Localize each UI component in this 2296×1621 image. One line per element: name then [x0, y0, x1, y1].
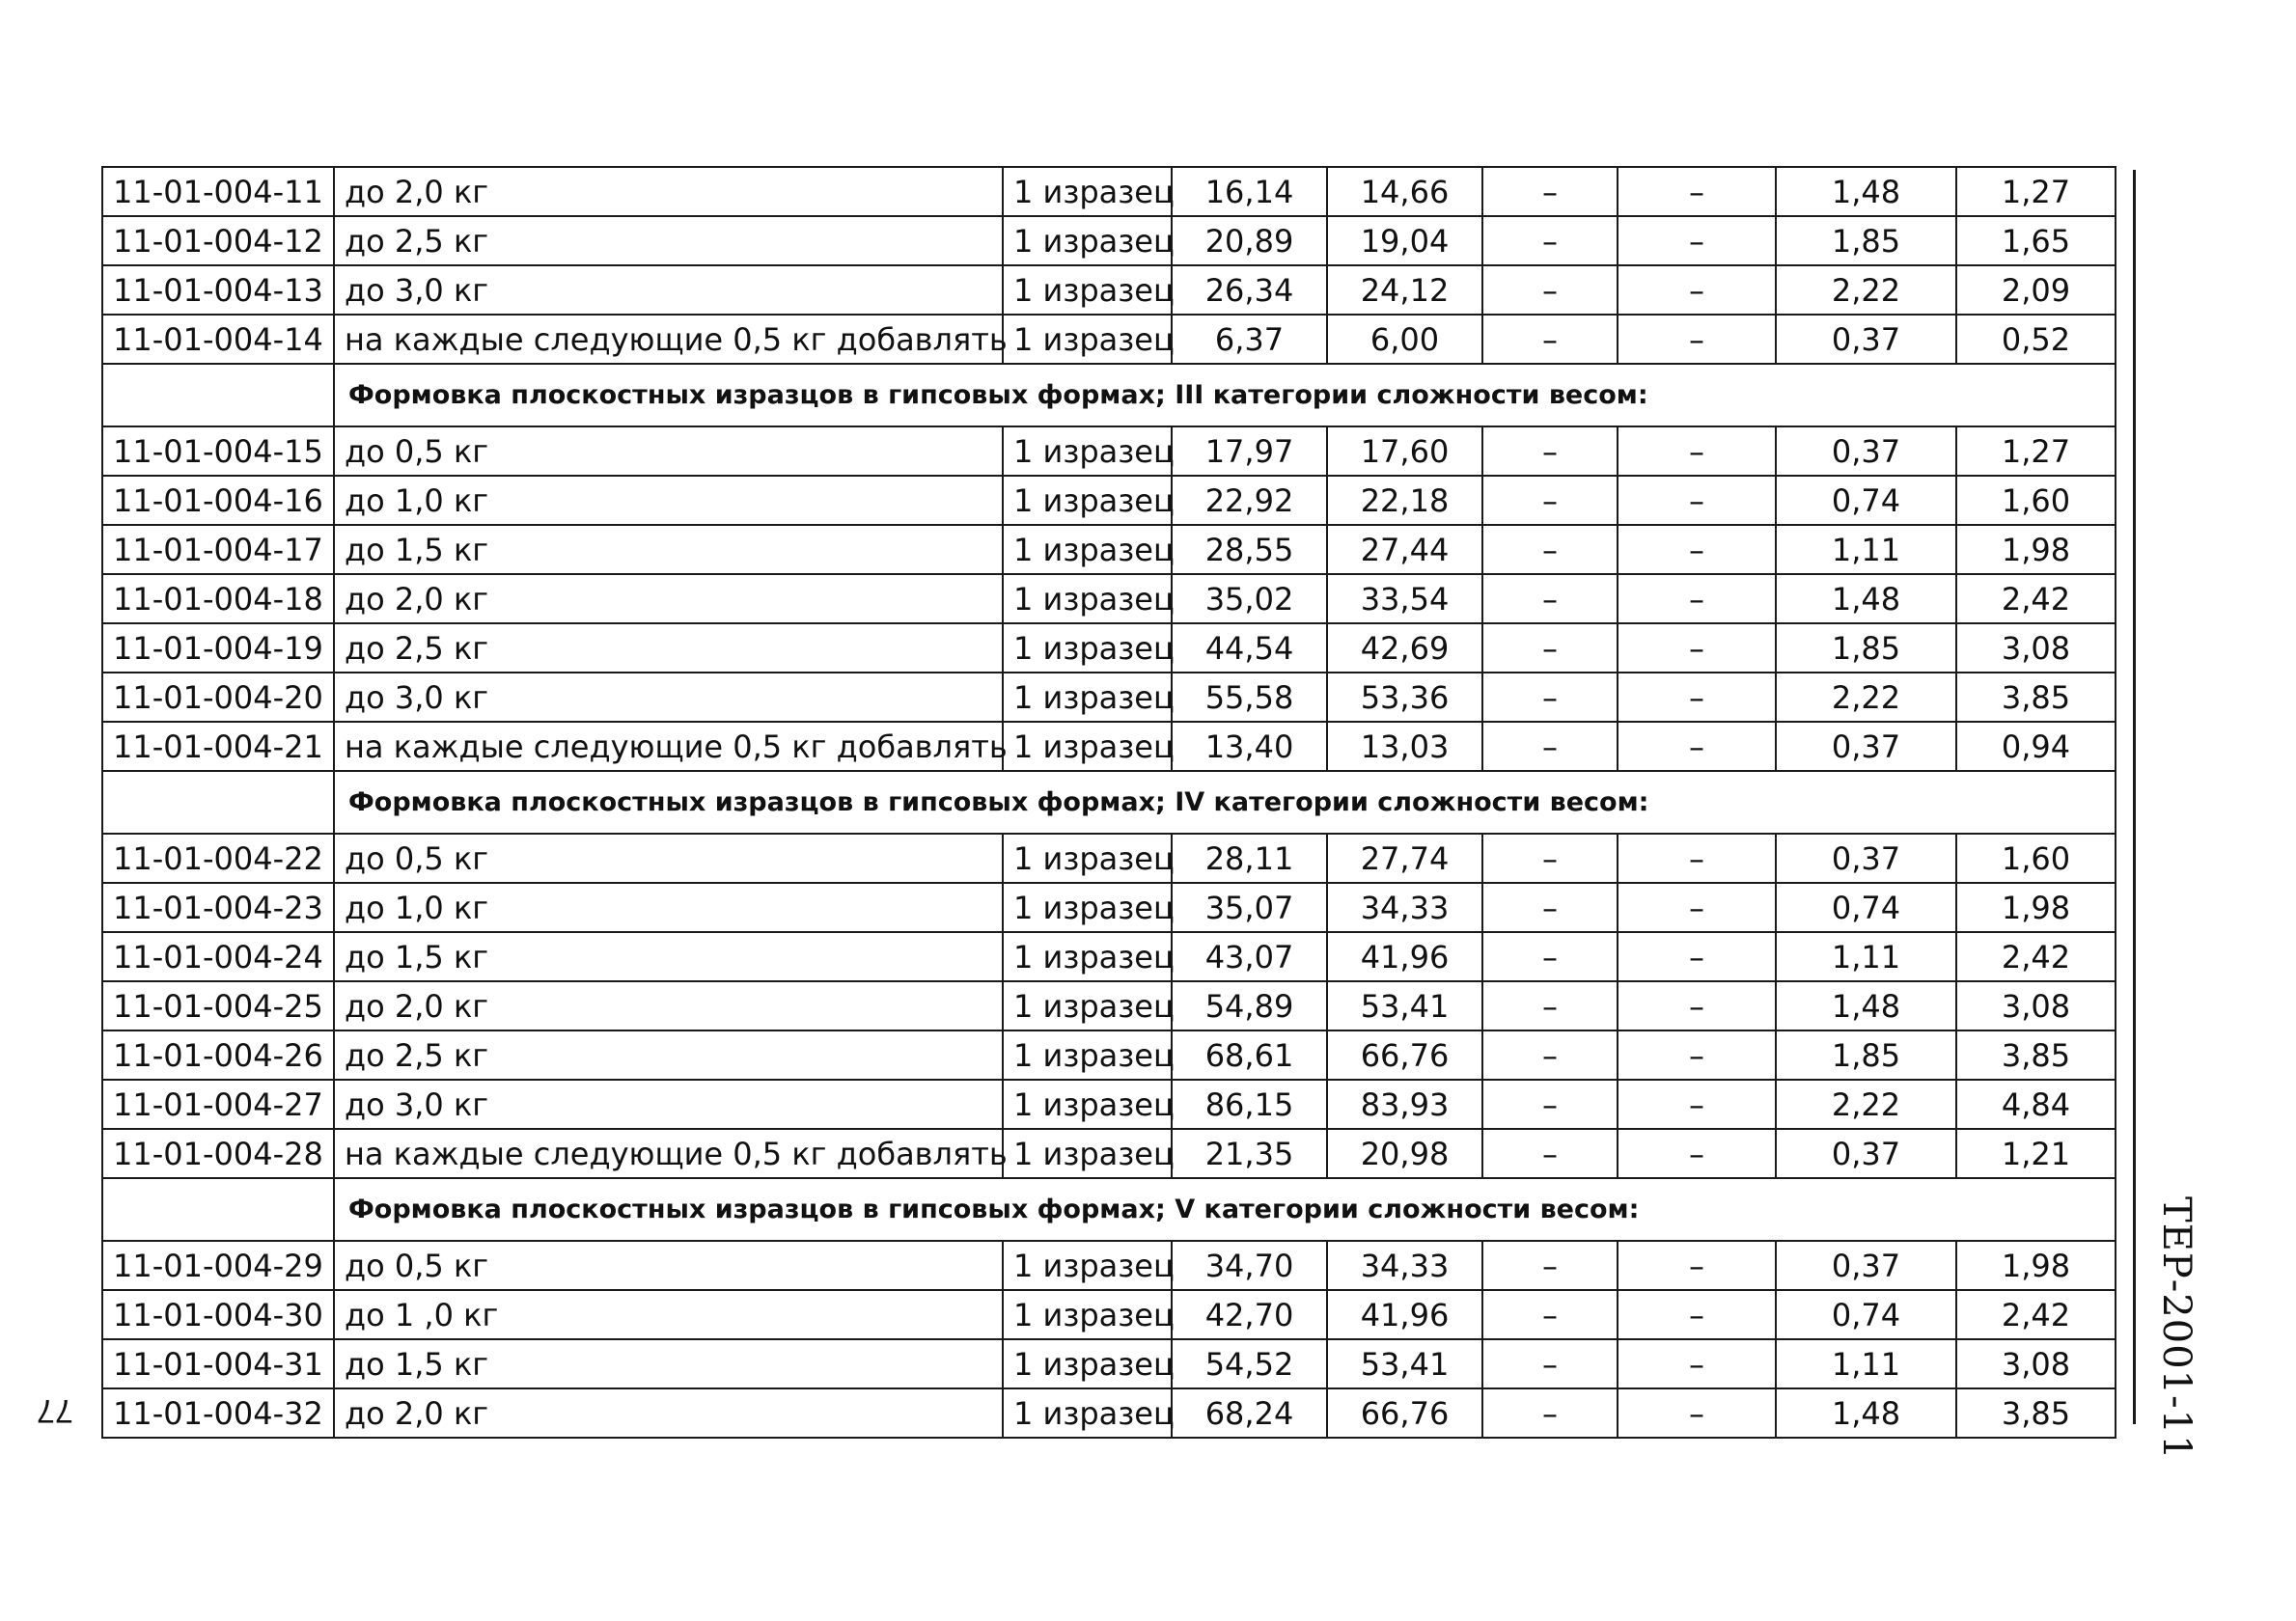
labor-cost-cell: 6,00	[1327, 315, 1482, 364]
total-cost-cell: 22,92	[1172, 476, 1327, 525]
labor-cost-cell: 34,33	[1327, 883, 1482, 932]
machine-cost-cell: –	[1482, 932, 1618, 981]
rate-code-cell: 11-01-004-24	[102, 932, 334, 981]
description-cell: до 2,0 кг	[334, 167, 1003, 216]
table-row	[102, 167, 2116, 216]
machine-cost-cell: –	[1482, 673, 1618, 722]
total-cost-cell: 68,24	[1172, 1388, 1327, 1438]
rate-code-cell: 11-01-004-29	[102, 1241, 334, 1290]
table-row	[102, 426, 2116, 476]
total-cost-cell: 17,97	[1172, 426, 1327, 476]
labor-cost-cell: 33,54	[1327, 574, 1482, 623]
machinist-wage-cell: –	[1618, 1241, 1776, 1290]
machine-cost-cell: –	[1482, 315, 1618, 364]
description-cell: на каждые следующие 0,5 кг добавлять	[334, 722, 1003, 771]
rate-code-cell: 11-01-004-30	[102, 1290, 334, 1339]
labor-cost-cell: 66,76	[1327, 1388, 1482, 1438]
unit-cell: 1 изразец	[1003, 1339, 1172, 1388]
total-cost-cell: 86,15	[1172, 1080, 1327, 1129]
total-cost-cell: 54,89	[1172, 981, 1327, 1030]
unit-cell: 1 изразец	[1003, 426, 1172, 476]
rate-code-cell: 11-01-004-16	[102, 476, 334, 525]
labor-cost-cell: 41,96	[1327, 1290, 1482, 1339]
materials-cost-cell: 0,37	[1776, 1129, 1956, 1178]
description-cell: до 0,5 кг	[334, 834, 1003, 883]
rate-code-cell: 11-01-004-22	[102, 834, 334, 883]
document-code: ТЕР-2001-11	[2154, 1196, 2199, 1461]
labor-hours-cell: 2,42	[1956, 574, 2116, 623]
unit-cell: 1 изразец	[1003, 216, 1172, 265]
rate-code-cell: 11-01-004-20	[102, 673, 334, 722]
labor-hours-cell: 2,42	[1956, 1290, 2116, 1339]
labor-cost-cell: 53,41	[1327, 981, 1482, 1030]
description-cell: до 3,0 кг	[334, 1080, 1003, 1129]
rate-code-cell: 11-01-004-28	[102, 1129, 334, 1178]
materials-cost-cell: 1,48	[1776, 981, 1956, 1030]
unit-cell: 1 изразец	[1003, 574, 1172, 623]
labor-cost-cell: 13,03	[1327, 722, 1482, 771]
machinist-wage-cell: –	[1618, 1388, 1776, 1438]
materials-cost-cell: 1,48	[1776, 167, 1956, 216]
machinist-wage-cell: –	[1618, 1030, 1776, 1080]
rate-code-cell: 11-01-004-27	[102, 1080, 334, 1129]
materials-cost-cell: 1,85	[1776, 1030, 1956, 1080]
description-cell: до 0,5 кг	[334, 426, 1003, 476]
total-cost-cell: 35,02	[1172, 574, 1327, 623]
unit-cell: 1 изразец	[1003, 1080, 1172, 1129]
labor-hours-cell: 1,27	[1956, 167, 2116, 216]
table-row	[102, 1290, 2116, 1339]
section-code-cell	[102, 364, 334, 426]
description-cell: до 1,0 кг	[334, 476, 1003, 525]
table-row	[102, 574, 2116, 623]
unit-cell: 1 изразец	[1003, 834, 1172, 883]
unit-cell: 1 изразец	[1003, 315, 1172, 364]
materials-cost-cell: 1,11	[1776, 1339, 1956, 1388]
labor-hours-cell: 1,27	[1956, 426, 2116, 476]
labor-hours-cell: 3,85	[1956, 1030, 2116, 1080]
machine-cost-cell: –	[1482, 722, 1618, 771]
machinist-wage-cell: –	[1618, 932, 1776, 981]
rate-code-cell: 11-01-004-15	[102, 426, 334, 476]
labor-cost-cell: 41,96	[1327, 932, 1482, 981]
rate-code-cell: 11-01-004-11	[102, 167, 334, 216]
labor-cost-cell: 14,66	[1327, 167, 1482, 216]
machine-cost-cell: –	[1482, 1129, 1618, 1178]
description-cell: до 2,5 кг	[334, 216, 1003, 265]
unit-cell: 1 изразец	[1003, 673, 1172, 722]
rates-sheet	[101, 166, 2115, 1439]
unit-cell: 1 изразец	[1003, 476, 1172, 525]
description-cell: до 2,0 кг	[334, 981, 1003, 1030]
materials-cost-cell: 0,37	[1776, 1241, 1956, 1290]
machinist-wage-cell: –	[1618, 883, 1776, 932]
page-number: 77	[37, 1392, 73, 1429]
rates-table-body	[102, 167, 2116, 1438]
labor-cost-cell: 53,41	[1327, 1339, 1482, 1388]
labor-hours-cell: 3,85	[1956, 673, 2116, 722]
table-row	[102, 883, 2116, 932]
description-cell: до 2,5 кг	[334, 1030, 1003, 1080]
labor-hours-cell: 1,21	[1956, 1129, 2116, 1178]
table-row	[102, 722, 2116, 771]
table-row	[102, 981, 2116, 1030]
description-cell: до 2,5 кг	[334, 623, 1003, 673]
rate-code-cell: 11-01-004-19	[102, 623, 334, 673]
rate-code-cell: 11-01-004-26	[102, 1030, 334, 1080]
labor-cost-cell: 27,44	[1327, 525, 1482, 574]
machinist-wage-cell: –	[1618, 834, 1776, 883]
section-header-row	[102, 1178, 2116, 1241]
labor-hours-cell: 1,98	[1956, 525, 2116, 574]
description-cell: до 1,5 кг	[334, 525, 1003, 574]
rate-code-cell: 11-01-004-32	[102, 1388, 334, 1438]
section-header-row	[102, 364, 2116, 426]
machine-cost-cell: –	[1482, 1339, 1618, 1388]
unit-cell: 1 изразец	[1003, 1030, 1172, 1080]
total-cost-cell: 42,70	[1172, 1290, 1327, 1339]
materials-cost-cell: 2,22	[1776, 1080, 1956, 1129]
rate-code-cell: 11-01-004-25	[102, 981, 334, 1030]
machine-cost-cell: –	[1482, 216, 1618, 265]
rate-code-cell: 11-01-004-13	[102, 265, 334, 315]
unit-cell: 1 изразец	[1003, 623, 1172, 673]
table-row	[102, 1129, 2116, 1178]
machinist-wage-cell: –	[1618, 1080, 1776, 1129]
total-cost-cell: 20,89	[1172, 216, 1327, 265]
right-margin-rule	[2133, 170, 2136, 1424]
unit-cell: 1 изразец	[1003, 1241, 1172, 1290]
machine-cost-cell: –	[1482, 476, 1618, 525]
machine-cost-cell: –	[1482, 167, 1618, 216]
description-cell: до 1 ,0 кг	[334, 1290, 1003, 1339]
labor-cost-cell: 22,18	[1327, 476, 1482, 525]
machinist-wage-cell: –	[1618, 981, 1776, 1030]
total-cost-cell: 6,37	[1172, 315, 1327, 364]
machinist-wage-cell: –	[1618, 216, 1776, 265]
total-cost-cell: 34,70	[1172, 1241, 1327, 1290]
labor-cost-cell: 53,36	[1327, 673, 1482, 722]
table-row	[102, 1241, 2116, 1290]
machinist-wage-cell: –	[1618, 315, 1776, 364]
labor-hours-cell: 4,84	[1956, 1080, 2116, 1129]
section-header-row	[102, 771, 2116, 834]
materials-cost-cell: 1,48	[1776, 1388, 1956, 1438]
rate-code-cell: 11-01-004-14	[102, 315, 334, 364]
materials-cost-cell: 2,22	[1776, 265, 1956, 315]
machine-cost-cell: –	[1482, 834, 1618, 883]
labor-hours-cell: 1,60	[1956, 834, 2116, 883]
labor-hours-cell: 2,42	[1956, 932, 2116, 981]
machine-cost-cell: –	[1482, 981, 1618, 1030]
labor-hours-cell: 0,94	[1956, 722, 2116, 771]
rate-code-cell: 11-01-004-31	[102, 1339, 334, 1388]
description-cell: до 2,0 кг	[334, 574, 1003, 623]
table-row	[102, 476, 2116, 525]
labor-cost-cell: 19,04	[1327, 216, 1482, 265]
machine-cost-cell: –	[1482, 426, 1618, 476]
table-row	[102, 834, 2116, 883]
total-cost-cell: 28,55	[1172, 525, 1327, 574]
description-cell: до 1,5 кг	[334, 1339, 1003, 1388]
materials-cost-cell: 1,85	[1776, 216, 1956, 265]
machinist-wage-cell: –	[1618, 265, 1776, 315]
machinist-wage-cell: –	[1618, 1129, 1776, 1178]
description-cell: до 0,5 кг	[334, 1241, 1003, 1290]
materials-cost-cell: 1,48	[1776, 574, 1956, 623]
total-cost-cell: 26,34	[1172, 265, 1327, 315]
table-row	[102, 623, 2116, 673]
labor-hours-cell: 1,98	[1956, 883, 2116, 932]
machinist-wage-cell: –	[1618, 722, 1776, 771]
description-cell: до 1,0 кг	[334, 883, 1003, 932]
machinist-wage-cell: –	[1618, 1290, 1776, 1339]
total-cost-cell: 68,61	[1172, 1030, 1327, 1080]
total-cost-cell: 28,11	[1172, 834, 1327, 883]
unit-cell: 1 изразец	[1003, 981, 1172, 1030]
table-row	[102, 1388, 2116, 1438]
labor-cost-cell: 83,93	[1327, 1080, 1482, 1129]
section-title: Формовка плоскостных изразцов в гипсовых формах; V категории сложности весом:	[334, 1178, 2116, 1241]
section-title: Формовка плоскостных изразцов в гипсовых формах; IV категории сложности весом:	[334, 771, 2116, 834]
labor-hours-cell: 1,65	[1956, 216, 2116, 265]
unit-cell: 1 изразец	[1003, 932, 1172, 981]
rate-code-cell: 11-01-004-17	[102, 525, 334, 574]
machine-cost-cell: –	[1482, 623, 1618, 673]
machine-cost-cell: –	[1482, 265, 1618, 315]
machinist-wage-cell: –	[1618, 167, 1776, 216]
materials-cost-cell: 1,11	[1776, 525, 1956, 574]
table-row	[102, 673, 2116, 722]
materials-cost-cell: 0,74	[1776, 1290, 1956, 1339]
total-cost-cell: 35,07	[1172, 883, 1327, 932]
unit-cell: 1 изразец	[1003, 1129, 1172, 1178]
labor-hours-cell: 3,85	[1956, 1388, 2116, 1438]
machine-cost-cell: –	[1482, 1241, 1618, 1290]
table-row	[102, 1080, 2116, 1129]
machinist-wage-cell: –	[1618, 525, 1776, 574]
description-cell: до 1,5 кг	[334, 932, 1003, 981]
total-cost-cell: 55,58	[1172, 673, 1327, 722]
materials-cost-cell: 0,37	[1776, 315, 1956, 364]
machinist-wage-cell: –	[1618, 476, 1776, 525]
table-row	[102, 1339, 2116, 1388]
section-title: Формовка плоскостных изразцов в гипсовых формах; III категории сложности весом:	[334, 364, 2116, 426]
rates-table	[101, 166, 2116, 1439]
machine-cost-cell: –	[1482, 883, 1618, 932]
materials-cost-cell: 0,74	[1776, 883, 1956, 932]
section-code-cell	[102, 1178, 334, 1241]
machine-cost-cell: –	[1482, 574, 1618, 623]
total-cost-cell: 43,07	[1172, 932, 1327, 981]
materials-cost-cell: 2,22	[1776, 673, 1956, 722]
rate-code-cell: 11-01-004-21	[102, 722, 334, 771]
total-cost-cell: 44,54	[1172, 623, 1327, 673]
unit-cell: 1 изразец	[1003, 167, 1172, 216]
table-row	[102, 525, 2116, 574]
table-row	[102, 1030, 2116, 1080]
rate-code-cell: 11-01-004-18	[102, 574, 334, 623]
machinist-wage-cell: –	[1618, 426, 1776, 476]
materials-cost-cell: 1,85	[1776, 623, 1956, 673]
description-cell: до 3,0 кг	[334, 265, 1003, 315]
labor-hours-cell: 2,09	[1956, 265, 2116, 315]
materials-cost-cell: 0,37	[1776, 426, 1956, 476]
unit-cell: 1 изразец	[1003, 525, 1172, 574]
labor-cost-cell: 66,76	[1327, 1030, 1482, 1080]
unit-cell: 1 изразец	[1003, 883, 1172, 932]
total-cost-cell: 16,14	[1172, 167, 1327, 216]
labor-hours-cell: 0,52	[1956, 315, 2116, 364]
labor-cost-cell: 17,60	[1327, 426, 1482, 476]
rate-code-cell: 11-01-004-12	[102, 216, 334, 265]
total-cost-cell: 21,35	[1172, 1129, 1327, 1178]
labor-cost-cell: 27,74	[1327, 834, 1482, 883]
machine-cost-cell: –	[1482, 1388, 1618, 1438]
section-code-cell	[102, 771, 334, 834]
table-row	[102, 265, 2116, 315]
labor-cost-cell: 34,33	[1327, 1241, 1482, 1290]
materials-cost-cell: 0,37	[1776, 834, 1956, 883]
materials-cost-cell: 0,74	[1776, 476, 1956, 525]
materials-cost-cell: 1,11	[1776, 932, 1956, 981]
machine-cost-cell: –	[1482, 1290, 1618, 1339]
labor-hours-cell: 3,08	[1956, 623, 2116, 673]
labor-cost-cell: 42,69	[1327, 623, 1482, 673]
unit-cell: 1 изразец	[1003, 722, 1172, 771]
labor-hours-cell: 3,08	[1956, 1339, 2116, 1388]
machine-cost-cell: –	[1482, 1080, 1618, 1129]
machine-cost-cell: –	[1482, 525, 1618, 574]
machinist-wage-cell: –	[1618, 623, 1776, 673]
unit-cell: 1 изразец	[1003, 265, 1172, 315]
table-row	[102, 932, 2116, 981]
labor-cost-cell: 24,12	[1327, 265, 1482, 315]
unit-cell: 1 изразец	[1003, 1388, 1172, 1438]
rate-code-cell: 11-01-004-23	[102, 883, 334, 932]
labor-hours-cell: 1,60	[1956, 476, 2116, 525]
total-cost-cell: 13,40	[1172, 722, 1327, 771]
table-row	[102, 315, 2116, 364]
labor-cost-cell: 20,98	[1327, 1129, 1482, 1178]
labor-hours-cell: 1,98	[1956, 1241, 2116, 1290]
labor-hours-cell: 3,08	[1956, 981, 2116, 1030]
machine-cost-cell: –	[1482, 1030, 1618, 1080]
description-cell: на каждые следующие 0,5 кг добавлять	[334, 315, 1003, 364]
table-row	[102, 216, 2116, 265]
unit-cell: 1 изразец	[1003, 1290, 1172, 1339]
machinist-wage-cell: –	[1618, 673, 1776, 722]
machinist-wage-cell: –	[1618, 1339, 1776, 1388]
machinist-wage-cell: –	[1618, 574, 1776, 623]
description-cell: до 2,0 кг	[334, 1388, 1003, 1438]
description-cell: на каждые следующие 0,5 кг добавлять	[334, 1129, 1003, 1178]
materials-cost-cell: 0,37	[1776, 722, 1956, 771]
total-cost-cell: 54,52	[1172, 1339, 1327, 1388]
description-cell: до 3,0 кг	[334, 673, 1003, 722]
